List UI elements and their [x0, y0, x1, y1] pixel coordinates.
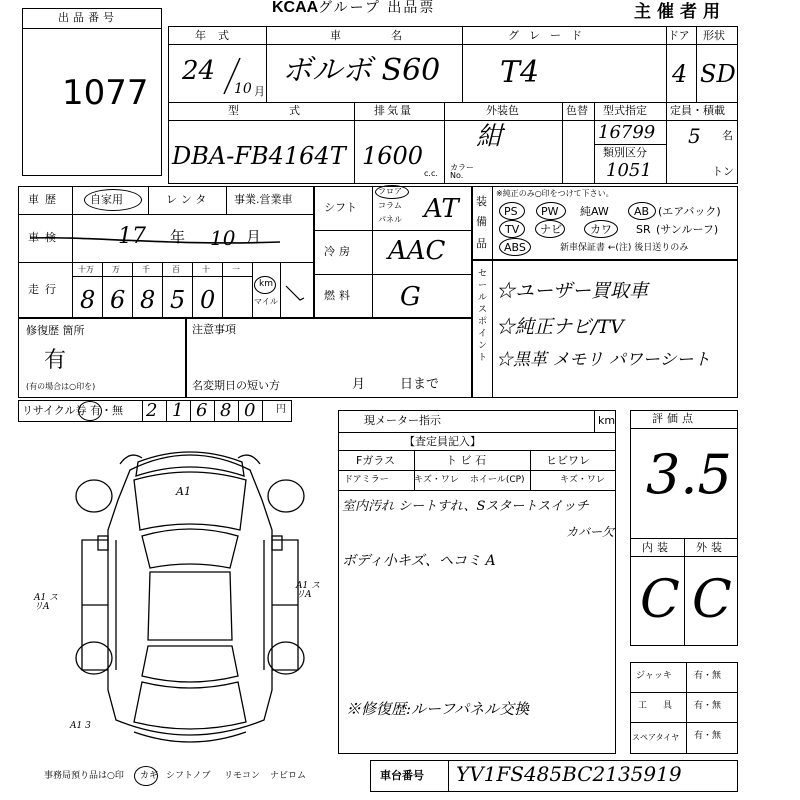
- km-unit: km: [259, 279, 273, 289]
- interior-value: C: [640, 570, 680, 630]
- capacity-label: 定員・積載: [670, 104, 725, 117]
- ac-value: AAC: [388, 236, 446, 266]
- class-label: 類別区分: [603, 146, 647, 159]
- tools-yesno: 有・無: [694, 701, 722, 711]
- mileage-digit-3: 8: [140, 286, 156, 314]
- inspection-month: 10: [210, 226, 236, 250]
- caution-label: 注意事項: [192, 323, 236, 336]
- brand-logo: KCAA: [272, 0, 319, 16]
- recycle-digit-5: 0: [244, 400, 256, 421]
- diagram-mark-roof: A1: [176, 485, 191, 498]
- recycle-yen: 円: [276, 404, 286, 415]
- capacity-value: 5: [688, 124, 701, 148]
- equip-ab-desc: (エアバック): [658, 205, 721, 218]
- mileage-unit-2: 万: [112, 265, 120, 274]
- equip-tv-circle: [499, 220, 525, 238]
- sales-label: セールスポイント: [478, 269, 488, 363]
- equip-aw: 純AW: [580, 205, 609, 218]
- inspection-year: 17: [118, 224, 146, 249]
- mileage-unit-5: 十: [202, 265, 210, 274]
- equip-ab: AB: [634, 205, 650, 218]
- spare-label: スペアタイヤ: [632, 733, 680, 742]
- vin-label: 車台番号: [380, 769, 424, 782]
- spare-yesno: 有・無: [694, 731, 722, 741]
- inspector-wheel-damage: キズ・ワレ: [560, 475, 605, 485]
- diagram-mark-bottom: A1 3: [70, 721, 91, 731]
- diagram-mark-left: A1 スリA: [34, 593, 59, 612]
- shape-value: SD: [700, 60, 736, 88]
- equip-abs: ABS: [504, 241, 526, 254]
- exterior-color-value: 紺: [476, 122, 503, 152]
- inspector-title: 【査定員記入】: [404, 435, 481, 448]
- mileage-unit-3: 千: [142, 265, 150, 274]
- history-business: 事業.営業車: [234, 193, 293, 206]
- shape-label: 形状: [703, 29, 725, 42]
- type-designation-value: 16799: [598, 122, 656, 143]
- meter-label: 現メーター指示: [364, 414, 441, 427]
- model-label: 型式: [228, 104, 350, 117]
- mileage-digit-5: 0: [200, 286, 216, 314]
- sales-point-2: ☆純正ナビ/TV: [496, 316, 624, 338]
- inspector-note-3: ボディ小キズ、ヘコミ A: [342, 553, 496, 569]
- class-value: 1051: [606, 160, 652, 181]
- equip-leather-circle: [584, 220, 618, 238]
- sales-point-3: ☆黒革 メモリ パワーシート: [496, 350, 711, 370]
- capacity-unit: 名: [722, 129, 733, 142]
- name-change-month: 月: [352, 377, 366, 392]
- history-label: 車歴: [28, 193, 62, 206]
- organizer-label: 主催者用: [634, 2, 726, 22]
- diagram-mark-right: A1 スリA: [296, 581, 321, 600]
- inspection-strike-line: [30, 228, 280, 252]
- inspector-stone: ト ビ 石: [446, 454, 486, 467]
- equip-warranty: 新車保証書 ←(注) 後日送りのみ: [560, 243, 689, 253]
- recycle-digit-3: 6: [196, 400, 208, 421]
- mileage-unit-4: 百: [172, 265, 180, 274]
- shift-floor: フロア: [378, 187, 402, 196]
- mileage-digit-1: 8: [80, 286, 96, 314]
- doors-value: 4: [672, 60, 688, 88]
- equip-pw: PW: [541, 205, 559, 218]
- recycle-digit-2: 1: [172, 400, 184, 421]
- exterior-value: C: [692, 570, 732, 630]
- lot-label: 出品番号: [58, 11, 118, 24]
- recycle-yes-circle: [78, 401, 102, 421]
- equip-navi: ナビ: [540, 223, 562, 236]
- shift-label: シフト: [324, 201, 357, 214]
- equip-ab-circle: [628, 202, 656, 220]
- equipment-label-3: 品: [476, 237, 487, 250]
- equip-navi-circle: [535, 220, 565, 238]
- inspector-note-1: 室内汚れ シートすれ、Sスタートスイッチ: [342, 499, 589, 514]
- mile-unit: マイル: [254, 297, 278, 306]
- color-number-label: カラー No.: [450, 163, 474, 180]
- recycle-digit-4: 8: [220, 400, 232, 421]
- doors-label: ドア: [668, 29, 690, 42]
- mileage-unit-1: 十万: [78, 265, 94, 274]
- recycle-label: リサイクル券 有・無: [22, 404, 123, 417]
- vin-value: YV1FS485BC2135919: [456, 762, 682, 786]
- year-value: 24: [182, 56, 216, 86]
- equipment-label-2: 備: [476, 215, 487, 228]
- ac-label: 冷房: [324, 245, 354, 258]
- score-value: 3.5: [646, 443, 732, 506]
- month-unit: 月: [254, 85, 265, 98]
- name-label: 車名: [330, 29, 452, 42]
- inspector-mirror-damage: キズ・ワレ: [414, 475, 459, 485]
- displacement-label: 排気量: [374, 104, 413, 117]
- office-item-navirom: ナビロム: [270, 771, 307, 781]
- inspector-fglass: Fガラス: [356, 454, 395, 467]
- inspector-wheel: ホイール(CP): [470, 475, 525, 485]
- inspection-label: 車検: [28, 231, 62, 244]
- interior-label: 内装: [642, 541, 672, 554]
- shift-floor-circle: [375, 185, 409, 199]
- shift-column: コラム: [378, 201, 402, 210]
- name-change-day: 日まで: [400, 377, 440, 392]
- fuel-label: 燃料: [324, 289, 354, 302]
- jack-yesno: 有・無: [694, 671, 722, 681]
- repair-label: 修復歴 箇所: [26, 324, 85, 337]
- repair-value: 有: [44, 348, 67, 373]
- own-circle-mark: [84, 189, 142, 211]
- exterior-color-label: 外装色: [486, 104, 519, 117]
- inspector-crack: ヒビワレ: [546, 454, 590, 467]
- inspector-mirror: ドアミラー: [344, 475, 389, 485]
- type-designation-label: 型式指定: [603, 104, 647, 117]
- month-value: 10: [234, 81, 252, 97]
- mileage-digit-2: 6: [110, 286, 126, 314]
- equip-tv: TV: [505, 223, 520, 236]
- equip-ps: PS: [504, 205, 518, 218]
- history-own: 自家用: [90, 193, 123, 206]
- inspection-month-unit: 月: [246, 228, 262, 246]
- grade-label: グレード: [508, 29, 592, 42]
- shift-value: AT: [424, 194, 459, 224]
- lot-number: 1077: [62, 73, 149, 113]
- inspector-note-2: カバー欠: [566, 525, 615, 539]
- key-circle-mark: [134, 766, 158, 786]
- equip-sr-desc: (サンルーフ): [656, 223, 719, 236]
- mileage-unit-6: 一: [232, 265, 240, 274]
- cc-unit: c.c.: [424, 169, 438, 178]
- year-label: 年式: [195, 29, 241, 42]
- repair-note: (有の場合は○印を): [26, 382, 96, 391]
- car-name-value: ボルボ S60: [282, 53, 441, 88]
- equipment-note: ※純正のみ○印をつけて下さい。: [496, 189, 614, 198]
- fuel-value: G: [400, 282, 421, 312]
- meter-km: km: [598, 414, 616, 427]
- mileage-digit-4: 5: [170, 286, 186, 314]
- exterior-label: 外装: [696, 541, 726, 554]
- sales-point-1: ☆ユーザー買取車: [496, 280, 649, 302]
- name-change-label: 名変期日の短い方: [192, 379, 280, 392]
- equip-abs-circle: [499, 238, 531, 256]
- history-rent: レンタ: [166, 193, 211, 206]
- ton-unit: トン: [712, 165, 734, 178]
- jack-label: ジャッキ: [636, 671, 672, 681]
- form-title: グループ 出品票: [318, 0, 436, 16]
- score-label: 評価点: [652, 412, 697, 425]
- equip-leather: カワ: [590, 223, 612, 236]
- inspector-note-4: ※修復歴:ルーフパネル交換: [346, 700, 530, 718]
- office-item-remote: リモコン: [224, 771, 261, 781]
- equip-pw-circle: [536, 202, 566, 220]
- tools-label: 工具: [638, 701, 689, 711]
- model-value: DBA-FB4164T: [172, 142, 346, 170]
- mileage-label: 走行: [28, 283, 62, 296]
- office-note: 事務局預り品は○印: [44, 771, 124, 781]
- equipment-label-1: 装: [476, 195, 487, 208]
- shift-panel: パネル: [378, 215, 402, 224]
- office-item-key: カギ: [140, 771, 159, 781]
- recycle-digit-1: 2: [146, 400, 158, 421]
- grade-value: T4: [500, 55, 540, 90]
- equip-sr: SR: [636, 223, 651, 236]
- office-item-shiftknob: シフトノブ: [166, 771, 211, 781]
- km-circle-mark: [254, 276, 276, 294]
- equip-ps-circle: [499, 202, 525, 220]
- inspection-year-unit: 年: [170, 228, 186, 246]
- color-change-label: 色替: [566, 104, 588, 117]
- displacement-value: 1600: [362, 142, 424, 170]
